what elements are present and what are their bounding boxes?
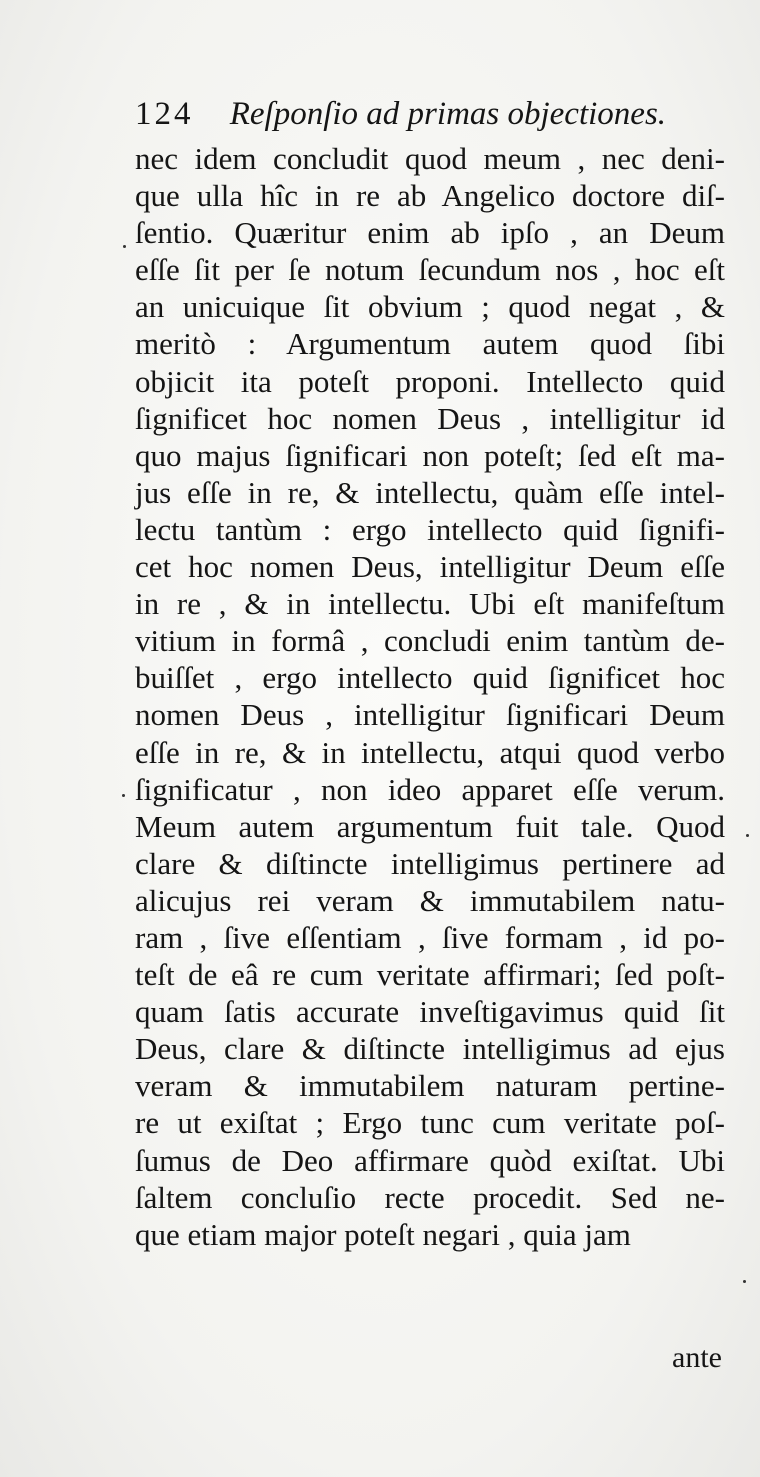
text-line: ram , ſive eſſentiam , ſive formam , id po-	[135, 919, 725, 955]
text-line: eſſe in re, & in intellectu, atqui quod verbo	[135, 734, 725, 770]
text-line: in re , & in intellectu. Ubi eſt manifeſtum	[135, 586, 725, 622]
text-line: veram & immutabilem naturam pertine-	[135, 1068, 725, 1104]
text-line: jus eſſe in re, & intellectu, quàm eſſe intel-	[135, 474, 725, 510]
ink-speck	[743, 1280, 746, 1283]
page-header	[135, 92, 715, 136]
text-line: eſſe ſit per ſe notum ſecundum nos , hoc eſt	[135, 252, 725, 288]
text-line: buiſſet , ergo intellecto quid ſignificet hoc	[135, 660, 725, 696]
text-line: ſumus de Deo affirmare quòd exiſtat. Ubi	[135, 1142, 725, 1178]
ink-speck	[123, 245, 126, 248]
text-line: quo majus ſignificari non poteſt; ſed eſt ma-	[135, 437, 725, 473]
catchword: ante	[672, 1341, 722, 1374]
text-line: ſignificatur , non ideo apparet eſſe verum.	[135, 771, 725, 807]
text-line: meritò : Argumentum autem quod ſibi	[135, 326, 725, 362]
text-line: teſt de eâ re cum veritate affirmari; ſed poſt-	[135, 957, 725, 993]
body-text	[135, 140, 725, 1253]
ink-speck	[746, 834, 749, 837]
running-title: Reſponſio ad primas objectiones.	[229, 96, 667, 132]
text-line: re ut exiſtat ; Ergo tunc cum veritate poſ-	[135, 1105, 725, 1141]
text-line: cet hoc nomen Deus, intelligitur Deum eſſe	[135, 549, 725, 585]
text-line: que etiam major poteſt negari , quia jam	[135, 1216, 631, 1252]
text-line: Deus, clare & diſtincte intelligimus ad ejus	[135, 1031, 725, 1067]
text-line: nomen Deus , intelligitur ſignificari Deum	[135, 697, 725, 733]
text-line: vitium in formâ , concludi enim tantùm de-	[135, 623, 725, 659]
text-line: clare & diſtincte intelligimus pertinere ad	[135, 845, 725, 881]
text-line: ſignificet hoc nomen Deus , intelligitur id	[135, 400, 725, 436]
text-line: an unicuique ſit obvium ; quod negat , &	[135, 289, 725, 325]
text-line: lectu tantùm : ergo intellecto quid ſignifi-	[135, 511, 725, 547]
text-line: Meum autem argumentum fuit tale. Quod	[135, 808, 725, 844]
text-line: ſaltem concluſio recte procedit. Sed ne-	[135, 1179, 725, 1215]
text-line: alicujus rei veram & immutabilem natu-	[135, 882, 725, 918]
page-number: 124	[135, 96, 194, 132]
text-line: objicit ita poteſt proponi. Intellecto quid	[135, 363, 725, 399]
text-line: nec idem concludit quod meum , nec deni-	[135, 141, 725, 176]
ink-speck	[122, 794, 125, 797]
text-line: quam ſatis accurate inveſtigavimus quid ſit	[135, 994, 725, 1030]
text-line: que ulla hîc in re ab Angelico doctore diſ-	[135, 178, 725, 214]
text-line: ſentio. Quæritur enim ab ipſo , an Deum	[135, 215, 725, 251]
